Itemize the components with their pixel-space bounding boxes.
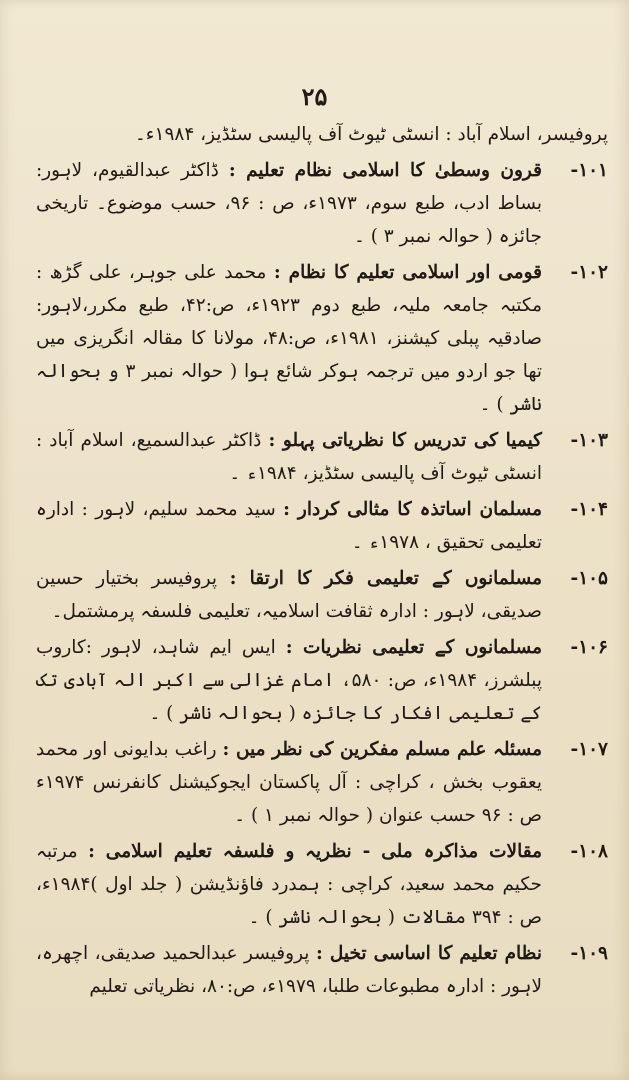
bibliography-entry (36, 562, 608, 628)
entry-text: مرتبہ حکیم محمد سعید، کراچی : ہمدرد فاؤنڈیشن ( جلد اول )۱۹۸۴ء، ص : ۳۹۴ مقالات ( بحوالہ ناشر ) ۔ (36, 841, 542, 928)
bibliography-entry (36, 493, 608, 559)
bibliography-entry (36, 256, 608, 421)
entry-title: مسئلہ علم مسلم مفکرین کی نظر میں : (222, 739, 542, 760)
entry-title: مسلمانوں کے تعلیمی فکر کا ارتقا : (229, 568, 542, 589)
bibliography-list (36, 118, 608, 1006)
bibliography-entry (36, 154, 608, 253)
entry-number: ۱۰۷- (570, 739, 608, 760)
entry-text: محمد علی جوہر، علی گڑھ : مکتبہ جامعہ ملیہ، طبع دوم ۱۹۲۳ء، ص:۴۲، طبع مکرر،لاہور: صادقیہ پبلی کیشنز، ۱۹۸۱ء، ص:۴۸، مولانا کا مقالہ انگریزی میں تھا جو اردو میں ترجمہ ہوکر شائع ہوا ( حوالہ نمبر ۳ و بحوالہ ناشر ) ۔ (36, 262, 543, 415)
entry-text: ڈاکٹر عبدالسمیع، اسلام آباد : انسٹی ٹیوٹ آف پالیسی سٹڈیز، ۱۹۸۴ء ۔ (36, 430, 542, 484)
entry-number: ۱۰۴- (570, 499, 608, 520)
entry-text: ایس ایم شاہد، لاہور :کاروب پبلشرز، ۱۹۸۴ء، ص: ۵۸۰، امام غزالی سے اکبر الہ آبادی تک کے تعلیمی افکار کا جائزہ ( بحوالہ ناشر ) ۔ (36, 637, 542, 724)
bibliography-entry (36, 631, 608, 730)
entry-number: ۱۰۹- (570, 943, 608, 964)
entry-text: ڈاکٹر عبدالقیوم، لاہور: بساط ادب، طبع سوم، ۱۹۷۳ء، ص : ۹۶، حسب موضوع۔ تاریخی جائزہ ( حوالہ نمبر ۳ ) ۔ (36, 160, 542, 247)
bibliography-entry (36, 424, 608, 490)
entry-number: ۱۰۶- (570, 637, 608, 658)
entry-title: مسلمانوں کے تعلیمی نظریات : (285, 637, 543, 658)
entry-text: پروفیسر عبدالحمید صدیقی، اچھرہ، لاہور : ادارہ مطبوعات طلبا، ۱۹۷۹ء، ص:۸۰، نظریاتی تعلیم (36, 943, 542, 997)
entry-number: ۱۰۱- (570, 160, 608, 181)
bibliography-entry (36, 937, 608, 1003)
entry-title: مسلمان اساتذہ کا مثالی کردار : (283, 499, 542, 520)
entry-title: نظام تعلیم کا اساسی تخیل : (315, 943, 542, 964)
entry-text: سید محمد سلیم، لاہور : ادارہ تعلیمی تحقیق ، ۱۹۷۸ء ۔ (36, 499, 542, 553)
entry-title: قومی اور اسلامی تعلیم کا نظام : (273, 262, 542, 283)
entry-title: قرون وسطیٰ کا اسلامی نظام تعلیم : (228, 160, 542, 181)
entry-number: ۱۰۳- (570, 430, 608, 451)
entry-title: کیمیا کی تدریس کا نظریاتی پہلو : (268, 430, 542, 451)
entry-text: پروفیسر بختیار حسین صدیقی، لاہور : ادارہ ثقافت اسلامیہ، تعلیمی فلسفہ پرمشتمل۔ (36, 568, 542, 622)
entry-text: پروفیسر، اسلام آباد : انسٹی ٹیوٹ آف پالیسی سٹڈیز، ۱۹۸۴ء۔ (134, 124, 608, 145)
entry-title: مقالات مذاکرہ ملی - نظریہ و فلسفہ تعلیم اسلامی : (88, 841, 542, 862)
entry-text: راغب بدایونی اور محمد یعقوب بخش ، کراچی : آل پاکستان ایجوکیشنل کانفرنس ۱۹۷۴ء ص : ۹۶ حسب عنوان ( حوالہ نمبر ۱ ) ۔ (36, 739, 542, 826)
bibliography-entry (36, 733, 608, 832)
entry-number: ۱۰۵- (570, 568, 608, 589)
entry-number: ۱۰۸- (570, 841, 608, 862)
bibliography-entry (36, 835, 608, 934)
entry-continuation (36, 118, 608, 151)
entry-number: ۱۰۲- (570, 262, 608, 283)
page-number: ۲۵ (301, 82, 328, 111)
